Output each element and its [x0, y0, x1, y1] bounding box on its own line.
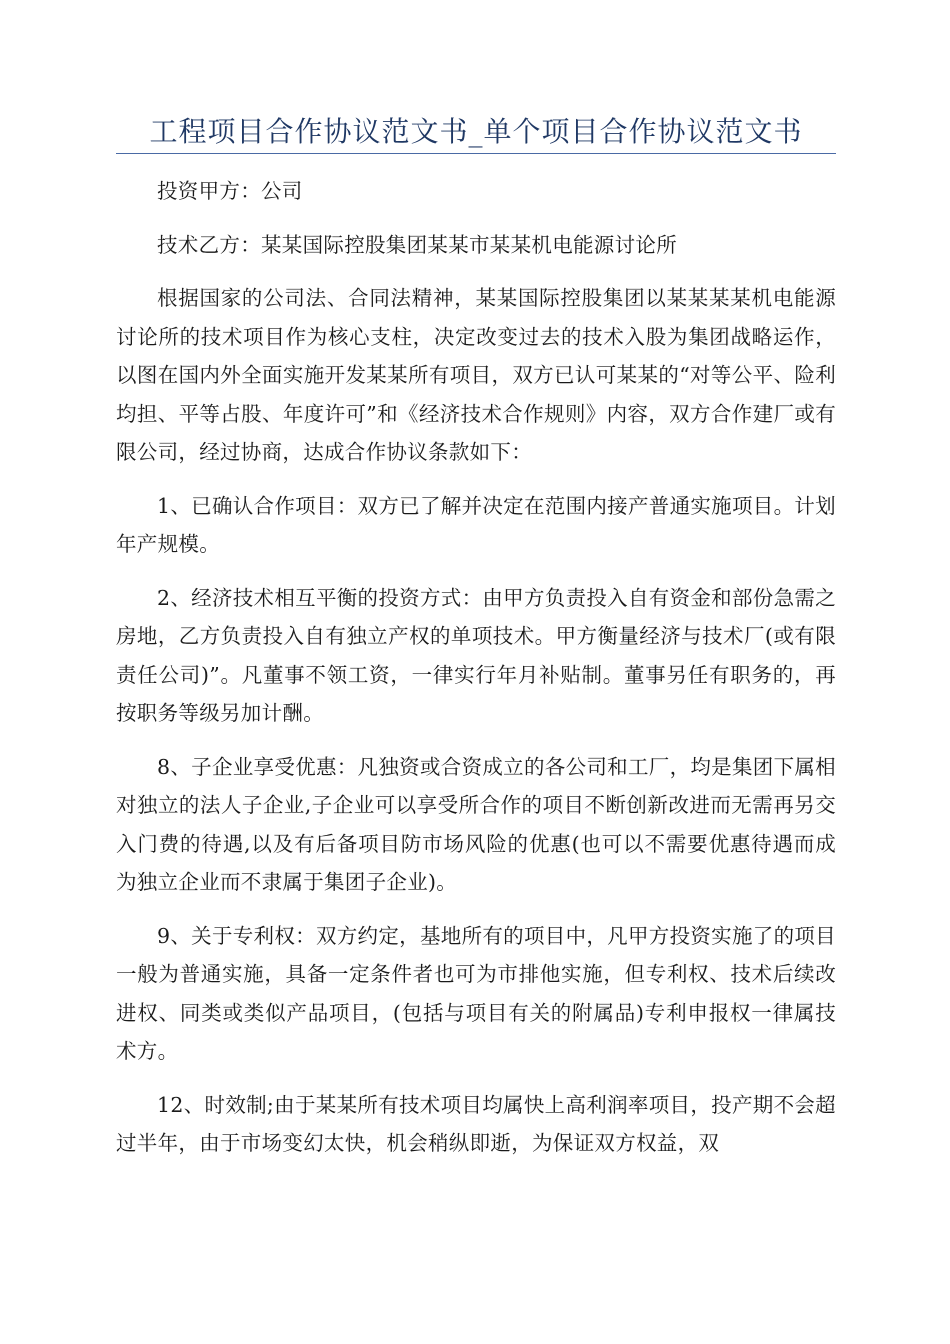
paragraph-clause-8: 8、子企业享受优惠：凡独资或合资成立的各公司和工厂，均是集团下属相对独立的法人子企业,子企业可以享受所合作的项目不断创新改进而无需再另交入门费的待遇,以及有后备项目防市场风险的优惠(也可以不需要优惠待遇而成为独立企业而不隶属于集团子企业)。	[116, 754, 836, 894]
paragraph-clause-2: 2、经济技术相互平衡的投资方式：由甲方负责投入自有资金和部份急需之房地，乙方负责投入自有独立产权的单项技术。甲方衡量经济与技术厂(或有限责任公司)”。凡董事不领工资，一律实行年月补贴制。董事另任有职务的，再按职务等级另加计酬。	[116, 585, 836, 725]
title-underline	[116, 153, 836, 154]
paragraph-investor: 投资甲方：公司	[157, 179, 303, 203]
paragraph-preamble: 根据国家的公司法、合同法精神，某某国际控股集团以某某某某机电能源讨论所的技术项目作为核心支柱，决定改变过去的技术入股为集团战略运作，以图在国内外全面实施开发某某所有项目，双方已认可某某的“对等公平、险利均担、平等占股、年度许可”和《经济技术合作规则》内容，双方合作建厂或有限公司，经过协商，达成合作协议条款如下：	[116, 286, 836, 464]
paragraph-clause-1: 1、已确认合作项目：双方已了解并决定在范围内接产普通实施项目。计划年产规模。	[116, 493, 836, 556]
document-title: 工程项目合作协议范文书_单个项目合作协议范文书	[149, 115, 803, 148]
paragraph-technician: 技术乙方：某某国际控股集团某某市某某机电能源讨论所	[157, 232, 677, 257]
document-body	[116, 172, 836, 1178]
paragraph-clause-9: 9、关于专利权：双方约定，基地所有的项目中，凡甲方投资实施了的项目一般为普通实施，具备一定条件者也可为市排他实施，但专利权、技术后续改进权、同类或类似产品项目，(包括与项目有关的附属品)专利申报权一律属技术方。	[116, 923, 836, 1063]
paragraph-clause-12: 12、时效制;由于某某所有技术项目均属快上高利润率项目，投产期不会超过半年，由于市场变幻太快，机会稍纵即逝，为保证双方权益，双	[116, 1092, 836, 1155]
